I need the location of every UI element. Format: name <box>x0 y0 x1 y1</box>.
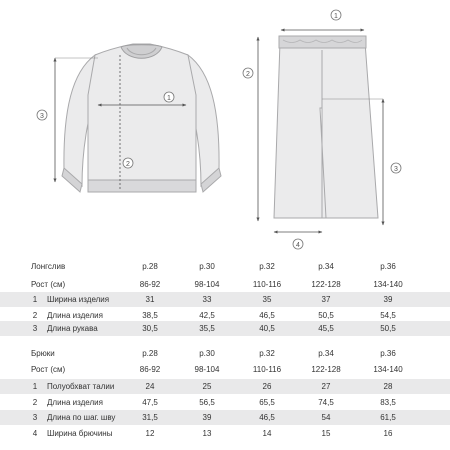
size-header: р.32 <box>259 262 275 271</box>
svg-text:3: 3 <box>394 166 398 173</box>
height-row <box>0 362 450 377</box>
table-row <box>0 426 450 441</box>
cell-value: 30,5 <box>142 324 158 333</box>
svg-text:1: 1 <box>167 95 171 102</box>
row-label: Длина изделия <box>47 398 103 407</box>
cell-value: 27 <box>321 382 331 391</box>
trousers-illustration <box>258 30 383 232</box>
cell-value: 31 <box>145 295 155 304</box>
row-number: 4 <box>32 429 38 438</box>
height-label: Рост (см) <box>31 365 66 374</box>
marker-longsleeve-width <box>164 92 174 102</box>
longsleeve-illustration <box>55 44 221 192</box>
table-header-row <box>0 346 450 361</box>
row-label: Ширина изделия <box>47 295 110 304</box>
cell-value: 15 <box>321 429 331 438</box>
size-header: р.34 <box>318 262 334 271</box>
table-row <box>0 379 450 394</box>
marker-longsleeve-sleeve <box>37 110 47 120</box>
height-value: 98-104 <box>194 365 220 374</box>
cell-value: 25 <box>202 382 212 391</box>
svg-text:2: 2 <box>126 161 130 168</box>
cell-value: 83,5 <box>380 398 396 407</box>
table-row <box>0 395 450 410</box>
row-label: Длина рукава <box>47 324 98 333</box>
row-number: 2 <box>32 398 38 407</box>
row-number: 1 <box>32 295 38 304</box>
height-value: 122-128 <box>311 365 341 374</box>
marker-trousers-waist <box>331 10 341 20</box>
cell-value: 33 <box>202 295 212 304</box>
cell-value: 12 <box>145 429 155 438</box>
size-header: р.36 <box>380 349 396 358</box>
cell-value: 74,5 <box>318 398 334 407</box>
size-header: р.30 <box>199 349 215 358</box>
size-header: р.32 <box>259 349 275 358</box>
cell-value: 26 <box>262 382 272 391</box>
cell-value: 47,5 <box>142 398 158 407</box>
row-label: Ширина брючины <box>47 429 113 438</box>
table-title: Брюки <box>31 349 55 358</box>
height-row <box>0 277 450 292</box>
cell-value: 35 <box>262 295 272 304</box>
height-value: 110-116 <box>252 365 282 374</box>
table-title: Лонгслив <box>31 262 66 271</box>
table-header-row <box>0 259 450 274</box>
size-header: р.36 <box>380 262 396 271</box>
table-row <box>0 410 450 425</box>
cell-value: 13 <box>202 429 212 438</box>
cell-value: 61,5 <box>380 413 396 422</box>
height-value: 134-140 <box>373 280 403 289</box>
row-number: 3 <box>32 324 38 333</box>
height-value: 86-92 <box>139 280 161 289</box>
cell-value: 14 <box>262 429 272 438</box>
height-value: 134-140 <box>373 365 403 374</box>
row-number: 2 <box>32 311 38 320</box>
cell-value: 37 <box>321 295 331 304</box>
cell-value: 65,5 <box>259 398 275 407</box>
cell-value: 50,5 <box>318 311 334 320</box>
row-label: Полуобхват талии <box>47 382 115 391</box>
size-header: р.34 <box>318 349 334 358</box>
marker-longsleeve-length <box>123 158 133 168</box>
row-label: Длина изделия <box>47 311 103 320</box>
cell-value: 28 <box>383 382 393 391</box>
height-value: 110-116 <box>252 280 282 289</box>
cell-value: 24 <box>145 382 155 391</box>
svg-text:1: 1 <box>334 13 338 20</box>
table-row <box>0 292 450 307</box>
cell-value: 38,5 <box>142 311 158 320</box>
height-value: 98-104 <box>194 280 220 289</box>
height-value: 86-92 <box>139 365 161 374</box>
cell-value: 54,5 <box>380 311 396 320</box>
cell-value: 35,5 <box>199 324 215 333</box>
cell-value: 39 <box>383 295 393 304</box>
cell-value: 40,5 <box>259 324 275 333</box>
marker-trousers-inseam <box>391 163 401 173</box>
cell-value: 45,5 <box>318 324 334 333</box>
size-header: р.30 <box>199 262 215 271</box>
svg-text:2: 2 <box>246 71 250 78</box>
height-value: 122-128 <box>311 280 341 289</box>
svg-text:4: 4 <box>296 242 300 249</box>
cell-value: 54 <box>321 413 331 422</box>
marker-trousers-length <box>243 68 253 78</box>
height-label: Рост (см) <box>31 280 66 289</box>
cell-value: 46,5 <box>259 311 275 320</box>
cell-value: 56,5 <box>199 398 215 407</box>
svg-text:3: 3 <box>40 113 44 120</box>
cell-value: 31,5 <box>142 413 158 422</box>
cell-value: 16 <box>383 429 393 438</box>
cell-value: 39 <box>202 413 212 422</box>
size-header: р.28 <box>142 349 158 358</box>
row-number: 3 <box>32 413 38 422</box>
row-number: 1 <box>32 382 38 391</box>
cell-value: 50,5 <box>380 324 396 333</box>
cell-value: 46,5 <box>259 413 275 422</box>
size-header: р.28 <box>142 262 158 271</box>
row-label: Длина по шаг. шву <box>47 413 116 422</box>
table-row <box>0 321 450 336</box>
marker-trousers-leg-width <box>293 239 303 249</box>
cell-value: 42,5 <box>199 311 215 320</box>
